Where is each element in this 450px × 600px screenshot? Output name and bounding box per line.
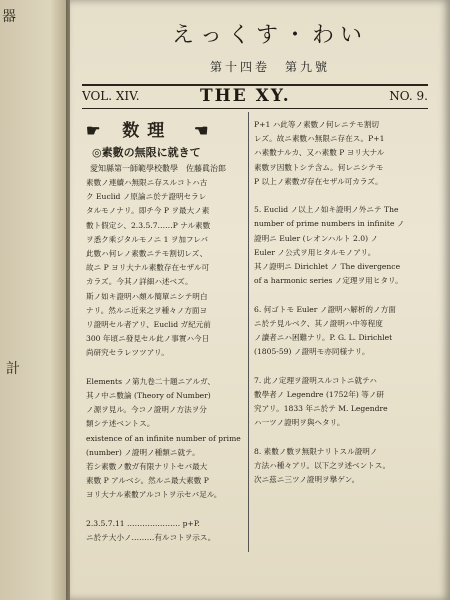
text-line: Euler ノ公式ヲ用ヒタルモノアリ。: [254, 247, 376, 257]
text-line: 5. Euclid ノ以上ノ如キ證明ノ外ニテ The: [254, 205, 399, 215]
text-line: 300 年頃ニ發見セル此ノ事實ハ今日: [86, 334, 210, 344]
text-line: ハ素數ナルカ、又ハ素數 P ヨリ大ナル: [254, 148, 385, 158]
text-line: 7. 此ノ定理ヲ證明スルコトニ就テハ: [254, 375, 377, 385]
text-line: [254, 359, 432, 373]
text-line: 8. 素數ノ數ヲ無限ナリトスル證明ノ: [254, 446, 378, 456]
text-line: (number) ノ證明ノ種類ニ就テ。: [86, 447, 200, 457]
text-line: [86, 503, 244, 517]
text-line: ヲ悉ク乘ジタルモノニ 1 ヲ加フレバ: [86, 234, 208, 244]
text-line: 數學者ノ Legendre (1752年) 等ノ研: [254, 389, 385, 399]
text-line: 其ノ證明ニ Dirichlet ノ The divergence: [254, 262, 401, 272]
text-line: 此數ハ何レノ素數ニテモ割切レズ、: [86, 249, 208, 259]
text-line: 證明ニ Euler (レオンハルト 2.0) ノ: [254, 233, 379, 243]
running-head-volume: VOL. XIV.: [82, 89, 140, 103]
text-line: 方法ハ種々アリ。以下之ヲ述ベントス。: [254, 460, 391, 470]
running-head: [82, 84, 428, 109]
text-line: 類シテ述ベントス。: [86, 419, 155, 429]
section-heading: [86, 118, 244, 144]
text-line: 數ト假定シ、2.3.5.7……P ナル素數: [86, 220, 211, 230]
text-line: P+1 ハ此等ノ素數ノ何レニテモ割切: [254, 120, 380, 129]
right-column: [254, 118, 432, 487]
running-head-number: NO. 9.: [389, 89, 428, 103]
text-line: ノ讀者ニハ困難ナリ。P. G. L. Dirichlet: [254, 333, 393, 343]
text-line: [254, 288, 432, 302]
text-line: ナリ。然ルニ近來之ヲ種々ノ方面ヨ: [86, 305, 208, 315]
text-line: ニ於テ大小ノ………有ルコトヲ示ス。: [86, 533, 216, 543]
text-line: [254, 189, 432, 203]
text-line: existence of an infinite number of prime: [86, 433, 241, 443]
text-line: Elements ノ第九卷二十題ニアルガ、: [86, 376, 215, 386]
text-line: タルモノナリ。即チ今 P ヲ最大ノ素: [86, 206, 210, 216]
text-line: 尚研究セラレツツアリ。: [86, 348, 169, 358]
pointing-hand-icon: ☛: [86, 121, 109, 140]
text-line: of a harmonic series ノ定理ヲ用ヒタリ。: [254, 276, 403, 286]
text-line: 素數ノ連續ハ無限ニ存スルコトハ古: [86, 178, 208, 187]
adjacent-page-glyph: 計: [6, 361, 20, 377]
text-line: ヨリ大ナル素數アルコトヲ示セバ足ル。: [86, 490, 222, 500]
text-line: 素數 P アルベシ。然ルニ最大素數 P: [86, 476, 209, 486]
text-line: ニ於テ見ルベク、其ノ證明ハ中等程度: [254, 318, 383, 328]
text-line: ノ源ヲ見ル。今コノ證明ノ方法ヲ分: [86, 405, 207, 415]
volume-number: 第十四卷 第九號: [209, 60, 330, 74]
text-line: 2.3.5.7.11 ………………… p+P.: [86, 518, 200, 528]
text-line: (1805-59) ノ證明モ亦同様ナリ。: [254, 347, 370, 357]
article-author: 愛知縣第一師範學校數學 佐藤眞治郎: [90, 164, 226, 173]
text-line: [254, 430, 432, 444]
text-line: 故ニ P ヨリ大ナル素數存在セザル可: [86, 263, 210, 273]
running-head-journal: THE XY.: [200, 86, 291, 106]
text-line: 素數ヲ因數トシテ含ム。何レニシテモ: [254, 162, 384, 172]
text-line: 究アリ。1833 年ニ於テ M. Legendre: [254, 404, 388, 414]
left-column-text: [86, 176, 244, 545]
text-line: レズ。故ニ素數ハ無限ニ存在ス。P+1: [254, 134, 385, 144]
text-line: 次ニ茲ニ三ツノ證明ヲ擧ゲン。: [254, 475, 360, 485]
text-line: 其ノ中ニ數論 (Theory of Number): [86, 391, 211, 401]
text-line: カラズ。今其ノ詳細ハ述ベズ。: [86, 277, 193, 287]
journal-title: えっくす・わい: [171, 23, 368, 48]
right-column-text: [254, 118, 432, 487]
pointing-hand-icon: ☛: [186, 121, 209, 140]
text-line: 6. 何ゴトモ Euler ノ證明ハ解析的ノ方面: [254, 304, 396, 314]
section-title: 数理: [122, 121, 173, 141]
text-line: ハ一ツノ證明ヲ與ヘタリ。: [254, 418, 345, 428]
text-line: number of prime numbers in infinite ノ: [254, 219, 405, 229]
left-column: [86, 118, 244, 545]
text-line: [86, 361, 244, 375]
text-line: リ證明セル者アリ、Euclid ガ紀元前: [86, 320, 211, 330]
text-line: 斯ノ如キ證明ハ頗ル簡單ニシテ明白: [86, 291, 208, 301]
article-title: ◎素數の無限に就きて: [92, 146, 201, 159]
text-line: P 以上ノ素數ガ存在セザル可カラズ。: [254, 176, 383, 186]
column-divider: [248, 112, 249, 552]
text-line: 若シ素數ノ數ガ有限ナリトセバ最大: [86, 462, 208, 472]
adjacent-page: [0, 0, 72, 600]
adjacent-page-glyph: 器: [2, 9, 16, 25]
text-line: ク Euclid ノ原論ニ於テ證明セラレ: [86, 192, 207, 202]
